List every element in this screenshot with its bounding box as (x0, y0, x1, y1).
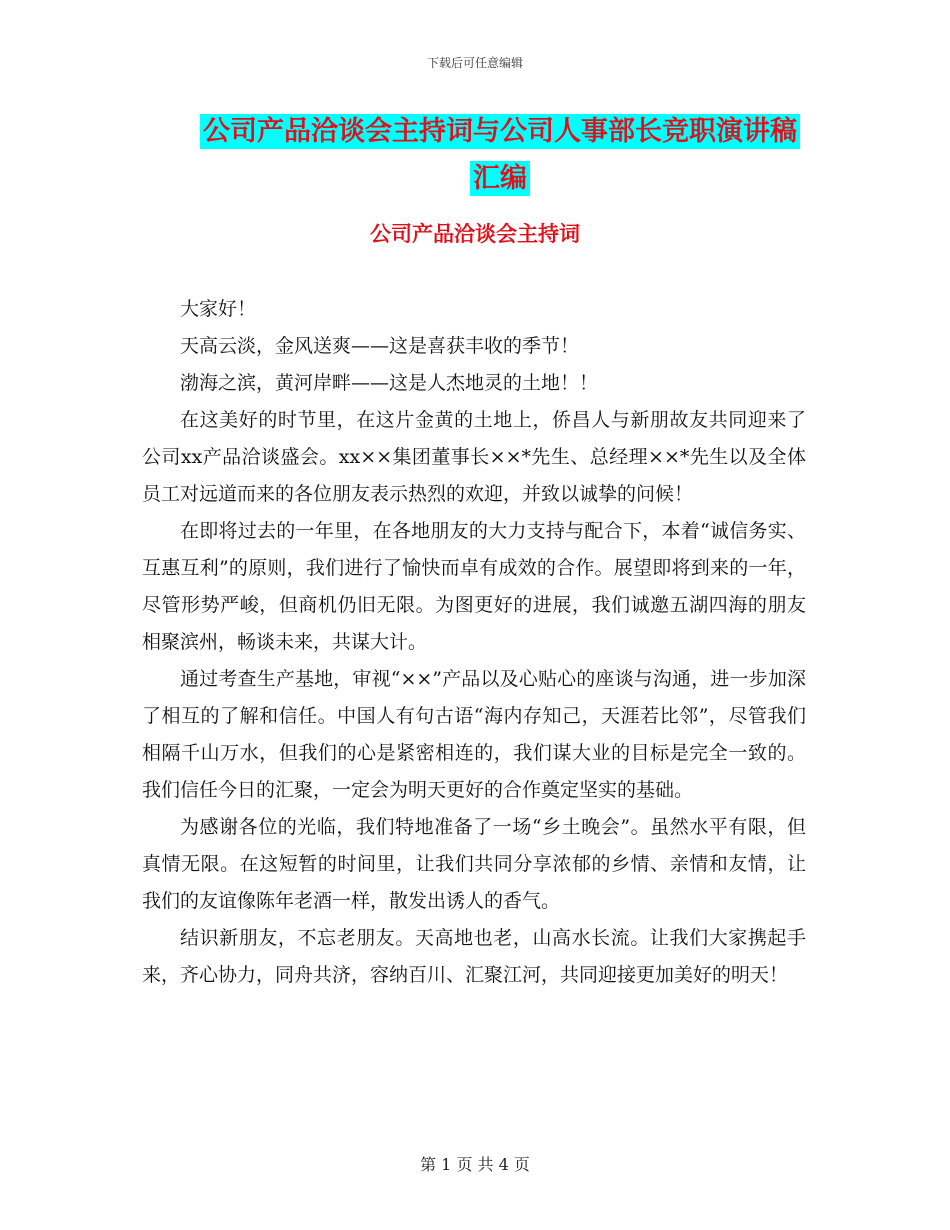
paragraph: 通过考查生产基地，审视“××”产品以及心贴心的座谈与沟通，进一步加深了相互的了解和信任。中国人有句古语“海内存知己，天涯若比邻”，尽管我们相隔千山万水，但我们的心是紧密相连的，我们谋大业的目标是完全一致的。我们信任今日的汇聚，一定会为明天更好的合作奠定坚实的基础。 (142, 668, 806, 801)
section-title: 公司产品洽谈会主持词 (370, 222, 580, 246)
paragraph: 结识新朋友，不忘老朋友。天高地也老，山高水长流。让我们大家携起手来，齐心协力，同舟共济，容纳百川、汇聚江河，共同迎接更加美好的明天！ (142, 927, 806, 986)
paragraph: 渤海之滨，黄河岸畔——这是人杰地灵的土地！！ (180, 372, 599, 394)
paragraph: 大家好！ (180, 298, 257, 320)
document-body (142, 291, 806, 994)
paragraph: 在即将过去的一年里，在各地朋友的大力支持与配合下，本着“诚信务实、互惠互利”的原则，我们进行了愉快而卓有成效的合作。展望即将到来的一年，尽管形势严峻，但商机仍旧无限。为图更好的进展，我们诚邀五湖四海的朋友相聚滨州，畅谈未来，共谋大计。 (142, 520, 806, 653)
paragraph: 天高云淡，金风送爽——这是喜获丰收的季节！ (180, 335, 580, 357)
document-title-text: 公司产品洽谈会主持词与公司人事部长竞职演讲稿汇编 (200, 114, 800, 196)
paragraph: 为感谢各位的光临，我们特地准备了一场“乡土晚会”。虽然水平有限，但真情无限。在这短暂的时间里，让我们共同分享浓郁的乡情、亲情和友情，让我们的友谊像陈年老酒一样，散发出诱人的香气。 (142, 816, 806, 912)
paragraph: 在这美好的时节里，在这片金黄的土地上，侨昌人与新朋故友共同迎来了公司xx产品洽谈盛会。xx××集团董事长××*先生、总经理××*先生以及全体员工对远道而来的各位朋友表示热烈的欢迎，并致以诚挚的问候！ (142, 409, 806, 505)
page-header-note: 下载后可任意编辑 (426, 56, 523, 70)
page-number: 第 1 页 共 4 页 (420, 1155, 530, 1174)
document-title (190, 108, 810, 202)
